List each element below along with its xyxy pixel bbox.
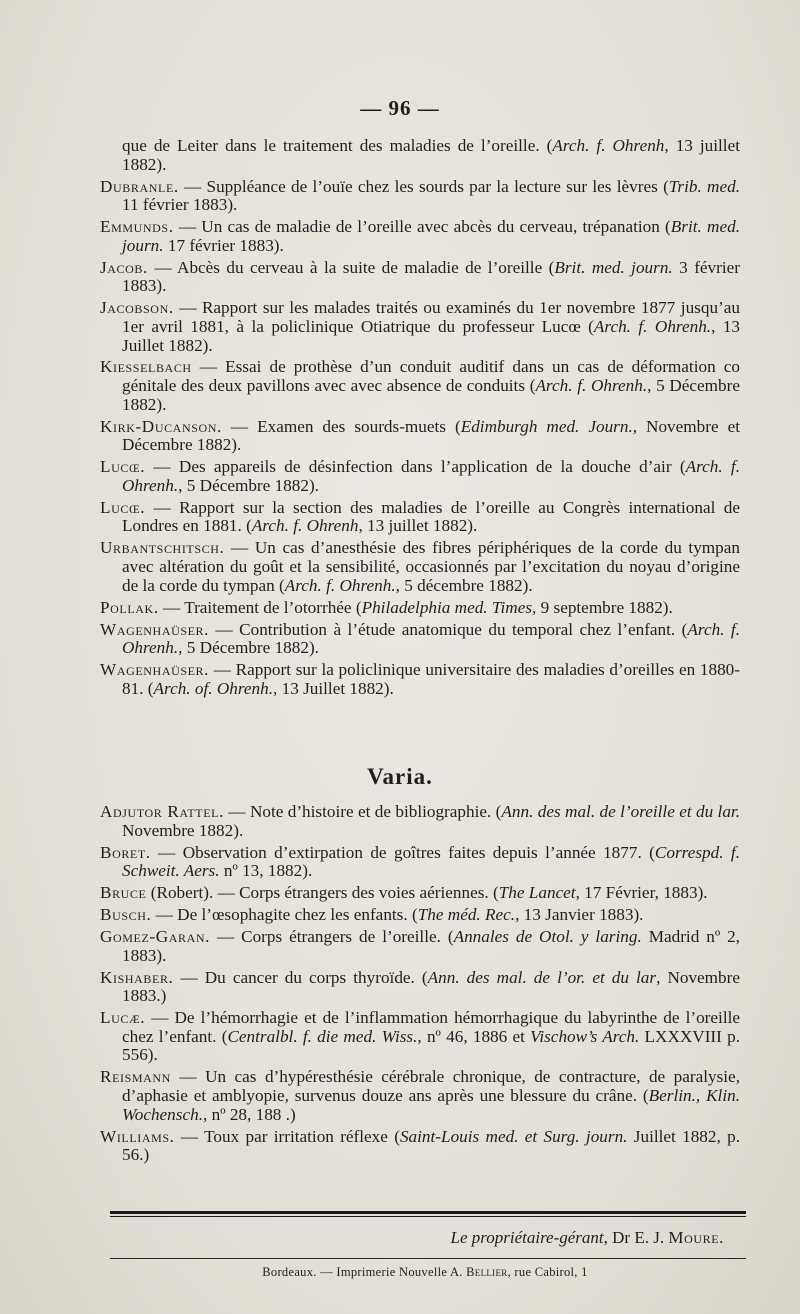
printer-imprint [0, 1265, 800, 1280]
entry-source: Annales de Otol. y laring. [453, 927, 642, 947]
entry-text: — De l’hémorrhagie et de l’inflammation hémorrhagique du labyrinthe de l’oreille chez l’enfant. ( [122, 1008, 740, 1046]
entry-text: , 13 Juillet 1882). [273, 678, 394, 698]
entry-text: — Du cancer du corps thyroïde. ( [173, 967, 428, 987]
entry-text: , 13 Janvier 1883). [515, 905, 644, 925]
bibliography-entry [100, 259, 740, 296]
entry-text: 11 février 1883). [122, 195, 238, 215]
entry-text: nº 13, 1882). [219, 861, 313, 881]
page-number: — 96 — [360, 96, 440, 120]
entry-author: Pollak. [100, 597, 159, 617]
entry-text: (Robert). — Corps étrangers des voies aériennes. ( [146, 883, 499, 903]
entry-author: Jacob. [100, 257, 148, 277]
entry-text: , 5 Décembre 1882). [122, 376, 740, 414]
bibliography-entry [100, 803, 740, 840]
entry-text: , 13 Juillet 1882). [122, 316, 741, 355]
bibliography-entry [100, 599, 740, 618]
entry-source: Arch. of. Ohrenh. [153, 678, 274, 698]
entry-source: Brit. med. journ. [122, 217, 740, 255]
entry-text: , Novembre 1883.) [122, 967, 740, 1006]
entry-author: Gomez-Garan. [100, 927, 211, 947]
footer-rule-double [110, 1216, 746, 1217]
bibliography-entry [100, 906, 740, 925]
entry-author: Lucœ. [100, 497, 146, 517]
bibliography-entry [100, 539, 740, 595]
entry-text: — Traitement de l’otorrhée ( [158, 597, 362, 617]
bibliography-list [100, 137, 740, 702]
entry-author: Lucæ. [100, 1008, 146, 1028]
entry-text: 17 février 1883). [163, 235, 284, 255]
entry-author: Kishaber. [100, 967, 174, 987]
bibliography-entry [100, 178, 740, 215]
entry-text: — Examen des sourds-muets ( [221, 416, 461, 436]
entry-source: Ann. des mal. de l’oreille et du lar. [501, 802, 740, 821]
imprint-printer: Bellier [466, 1265, 508, 1279]
entry-text: — Un cas d’hypéresthésie cérébrale chronique, de contracture, de paralysie, d’aphasie et amblyopie, survenus douze ans après une blessure du crâne. ( [122, 1067, 740, 1106]
entry-author: Emmunds. [100, 217, 174, 237]
entry-source: Arch. f. Ohrenh. [284, 575, 396, 595]
signature-name-prefix: Dr E. J. [612, 1228, 669, 1247]
entry-text: — Suppléance de l’ouïe chez les sourds par la lecture sur les lèvres ( [178, 176, 669, 196]
bibliography-entry [100, 218, 740, 255]
entry-source: Philadelphia med. Times [361, 597, 533, 617]
entry-text: Madrid nº 2, 1883). [122, 927, 740, 965]
entry-text: — Essai de prothèse d’un conduit auditif dans un cas de déformation co génitale des deux pavillons avec avec absence de conduits ( [122, 357, 740, 396]
signature-role: Le propriétaire-gérant [450, 1228, 604, 1247]
entry-source: Arch. f. Ohrenh. [122, 619, 741, 658]
footer-rule-thin [110, 1258, 746, 1259]
entry-text: , 13 juillet 1882). [122, 136, 740, 174]
entry-text: — De l’œsophagite chez les enfants. ( [151, 905, 418, 925]
entry-source: Berlin., Klin. Wochensch. [122, 1086, 740, 1124]
section-title-varia: Varia. [367, 764, 433, 789]
entry-author: Wagenhaüser. [100, 660, 210, 680]
entry-text: — Rapport sur les malades traités ou examinés du 1er novembre 1877 jusqu’au 1er avril 1881, à la policlinique Otiatrique du professeur Lucœ ( [122, 298, 740, 336]
entry-text: — Rapport sur la policlinique universitaire des maladies d’oreilles en 1880-81. ( [122, 660, 740, 698]
bibliography-entry [100, 661, 740, 698]
entry-source: Arch. f. Ohrenh. [122, 457, 741, 495]
entry-text: LXXXVIII p. 556). [122, 1026, 740, 1065]
entry-author: Jacobson. [100, 298, 174, 318]
entry-source: Edimburgh med. Journ. [460, 416, 633, 436]
entry-source: Brit. med. journ. [554, 257, 673, 277]
entry-source: Arch. f. Ohrenh. [593, 316, 712, 336]
entry-author: Bruce [100, 883, 147, 903]
entry-text: , nº 28, 188 .) [203, 1104, 296, 1124]
entry-author: Wagenhaüser. [100, 619, 210, 639]
bibliography-entry [100, 137, 740, 174]
bibliography-entry [100, 418, 740, 455]
bibliography-entry [100, 299, 740, 355]
entry-author: Kirk-Ducanson. [100, 416, 222, 436]
imprint-text-end: , rue Cabirol, 1 [507, 1265, 588, 1279]
entry-source: Ann. des mal. de l’or. et du lar [427, 967, 657, 987]
entry-source: The Lancet [498, 883, 576, 903]
entry-source: Arch. f. Ohrenh. [535, 376, 648, 396]
entry-author: Dubranle. [100, 176, 179, 196]
entry-author: Williams. [100, 1126, 175, 1146]
entry-text: — Abcès du cerveau à la suite de maladie de l’oreille ( [147, 257, 555, 277]
entry-author: Busch. [100, 905, 152, 925]
entry-text: — Un cas de maladie de l’oreille avec abcès du cerveau, trépanation ( [173, 217, 671, 237]
bibliography-entry [100, 928, 740, 965]
bibliography-entry [100, 844, 740, 881]
entry-source: Arch. f. Ohrenh [251, 516, 359, 536]
bibliography-entry [100, 1068, 740, 1124]
entry-text: , 13 juillet 1882). [358, 516, 478, 536]
entry-source: Arch. f. Ohrenh [552, 136, 665, 155]
entry-text: — Toux par irritation réflexe ( [174, 1126, 400, 1146]
entry-text: — Contribution à l’étude anatomique du temporal chez l’enfant. ( [209, 619, 688, 639]
entry-source: Trib. med. [668, 176, 740, 196]
entry-author: Lucœ. [100, 457, 146, 477]
bibliography-entry [100, 499, 740, 536]
imprint-text-start: Bordeaux. — Imprimerie Nouvelle A. [262, 1265, 467, 1279]
entry-author: Adjutor Rattel. [100, 802, 224, 821]
entry-source: Vischow’s Arch. [530, 1026, 640, 1046]
entry-author: Reismann [100, 1067, 171, 1087]
entry-author: Urbantschitsch. [100, 538, 225, 558]
bibliography-entry [100, 1128, 740, 1165]
entry-text: — Corps étrangers de l’oreille. ( [210, 927, 454, 947]
entry-text: , 5 Décembre 1882). [178, 475, 319, 495]
entry-author: Kiesselbach [100, 357, 192, 377]
entry-text: — Un cas d’anesthésie des fibres périphériques de la corde du tympan avec altération du goût et la sensibilité, occasionnés par l’excitation du noyau d’origine de la corde du tympan ( [122, 538, 740, 595]
entry-text: , nº 46, 1886 et [417, 1026, 531, 1046]
entry-text: , 5 décembre 1882). [395, 575, 533, 595]
entry-text: que de Leiter dans le traitement des maladies de l’oreille. ( [122, 136, 553, 155]
entry-source: The méd. Rec. [417, 905, 516, 925]
entry-text: Juillet 1882, p. 56.) [122, 1126, 741, 1165]
entry-author: Boret. [100, 842, 151, 862]
signature-name: Moure. [668, 1228, 724, 1247]
entry-source: Correspd. f. Schweit. Aers. [122, 842, 740, 881]
entry-source: Centralbl. f. die med. Wiss. [227, 1026, 418, 1046]
bibliography-entry [100, 358, 740, 414]
varia-list [100, 803, 740, 1168]
signature-separator: , [603, 1228, 613, 1247]
entry-source: Saint-Louis med. et Surg. journ. [399, 1126, 628, 1146]
bibliography-entry [100, 458, 740, 495]
entry-text: 3 février 1883). [122, 257, 740, 296]
bibliography-entry [100, 884, 740, 903]
entry-text: , Novembre et Décembre 1882). [122, 416, 740, 455]
bibliography-entry [100, 969, 740, 1006]
entry-text: , 5 Décembre 1882). [178, 638, 319, 658]
entry-text: , 17 Février, 1883). [575, 883, 708, 903]
entry-text: Novembre 1882). [122, 820, 244, 840]
signature-line [110, 1228, 724, 1248]
entry-text: — Note d’histoire et de bibliographie. ( [224, 802, 502, 821]
entry-text: — Observation d’extirpation de goîtres faites depuis l’année 1877. ( [150, 842, 655, 862]
bibliography-entry [100, 621, 740, 658]
entry-text: — Des appareils de désinfection dans l’application de la douche d’air ( [145, 457, 686, 477]
footer-rule-thick [110, 1211, 746, 1214]
bibliography-entry [100, 1009, 740, 1065]
entry-text: — Rapport sur la section des maladies de l’oreille au Congrès international de Londres en 1881. ( [122, 497, 740, 536]
entry-text: , 9 septembre 1882). [532, 597, 673, 617]
